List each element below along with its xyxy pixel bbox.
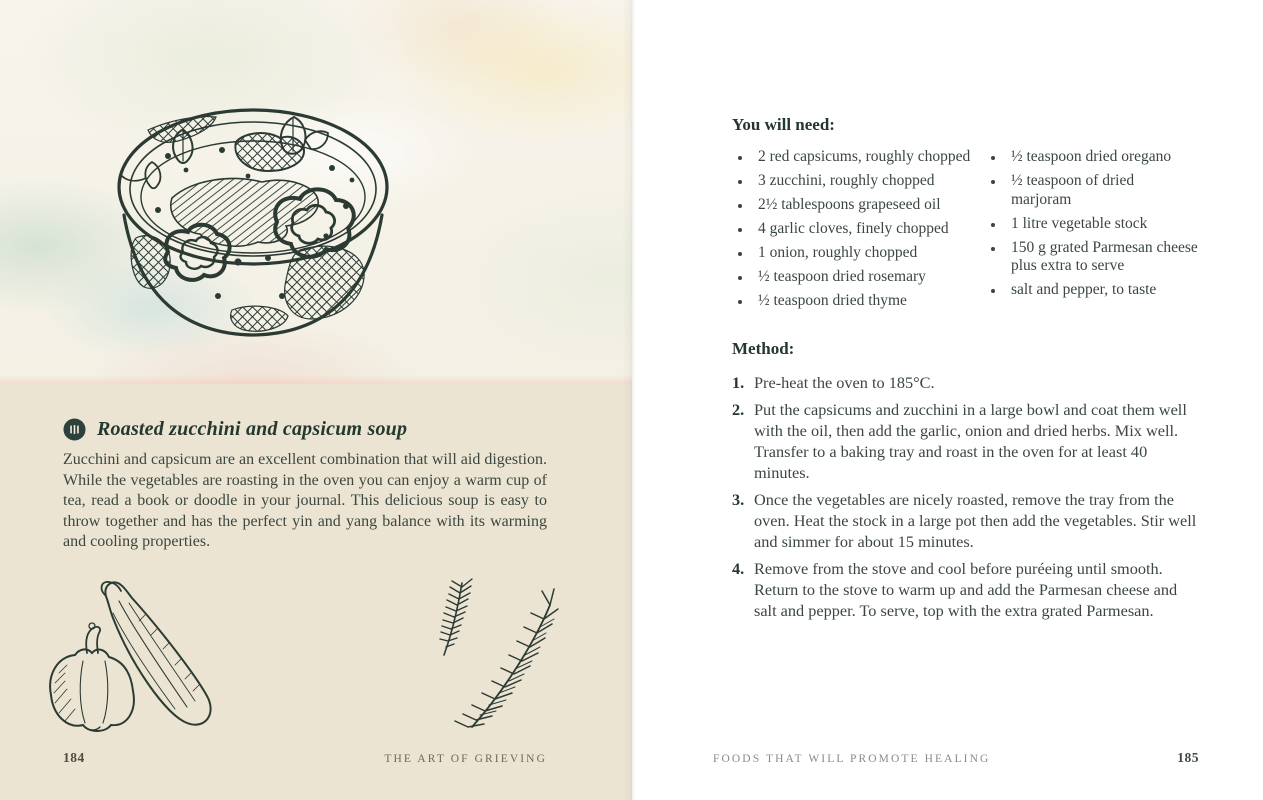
page-number-left: 184 — [63, 750, 85, 765]
step-number: 2. — [732, 400, 745, 419]
right-page-footer — [713, 750, 1199, 766]
ingredient-item: • salt and pepper, to taste — [1005, 281, 1198, 300]
method-step — [732, 372, 1198, 393]
method-step — [732, 399, 1198, 483]
method-step — [732, 489, 1198, 552]
ingredient-item: • 2 red capsicums, roughly chopped — [752, 148, 985, 167]
ingredient-item: • ½ teaspoon dried rosemary — [752, 268, 985, 287]
method-step — [732, 558, 1198, 621]
ingredient-item: • ½ teaspoon of dried marjoram — [1005, 172, 1198, 209]
left-page-footer — [63, 750, 547, 766]
ingredient-item: • ½ teaspoon dried thyme — [752, 292, 985, 311]
step-number: 1. — [732, 373, 745, 392]
ingredients-heading: You will need: — [732, 115, 835, 134]
method-heading: Method: — [732, 339, 795, 358]
capsicum-zucchini-sketch-icon — [35, 577, 230, 739]
step-number: 3. — [732, 490, 745, 509]
recipe-title-row — [63, 417, 547, 441]
running-footer-right: FOODS THAT WILL PROMOTE HEALING — [713, 753, 991, 765]
step-text: Put the capsicums and zucchini in a large bowl and coat them well with the oil, then add the garlic, onion and dried herbs. Mix well. Transfer to a baking tray and roast in the oven for at least 40 minutes. — [754, 400, 1187, 482]
method-steps-list — [732, 372, 1198, 621]
recipe-title: Roasted zucchini and capsicum soup — [97, 418, 408, 440]
recipe-description: Zucchini and capsicum are an excellent combination that will aid digestion. While the vegetables are roasting in the oven you can enjoy a warm cup of tea, read a book or doodle in your journal. This delicious soup is easy to throw together and has the perfect yin and yang balance with its warming and cooling properties. — [63, 451, 547, 551]
step-number: 4. — [732, 559, 745, 578]
ingredients-column-1 — [732, 148, 985, 316]
ingredients-column-2 — [985, 148, 1198, 316]
section-iii-badge-icon — [63, 418, 86, 441]
step-text: Pre-heat the oven to 185°C. — [754, 373, 935, 392]
soup-bowl-painting — [0, 0, 632, 384]
page-number-right: 185 — [1177, 750, 1199, 765]
step-text: Once the vegetables are nicely roasted, remove the tray from the oven. Heat the stock in a large pot then add the vegetables. Stir well and simmer for about 15 minutes. — [754, 490, 1197, 551]
right-page — [632, 0, 1263, 800]
recipe-intro-block — [63, 384, 547, 553]
rosemary-sprig-sketch-icon — [432, 577, 580, 742]
ingredient-item: • 2½ tablespoons grapeseed oil — [752, 196, 985, 215]
ingredient-item: • 4 garlic cloves, finely chopped — [752, 220, 985, 239]
step-text: Remove from the stove and cool before puréeing until smooth. Return to the stove to warm up and add the Parmesan cheese and salt and pepper. To serve, top with the extra grated Parmesan. — [754, 559, 1178, 620]
ingredient-item: • ½ teaspoon dried oregano — [1005, 148, 1198, 167]
soup-bowl-sketch-icon — [0, 0, 632, 384]
running-footer-left: THE ART OF GRIEVING — [384, 753, 547, 765]
recipe-details-block — [732, 115, 1198, 627]
ingredient-item: • 150 g grated Parmesan cheese plus extra to serve — [1005, 239, 1198, 276]
ingredient-item: • 1 onion, roughly chopped — [752, 244, 985, 263]
ingredients-columns — [732, 148, 1198, 316]
ingredient-item: • 1 litre vegetable stock — [1005, 215, 1198, 234]
ingredient-item: • 3 zucchini, roughly chopped — [752, 172, 985, 191]
